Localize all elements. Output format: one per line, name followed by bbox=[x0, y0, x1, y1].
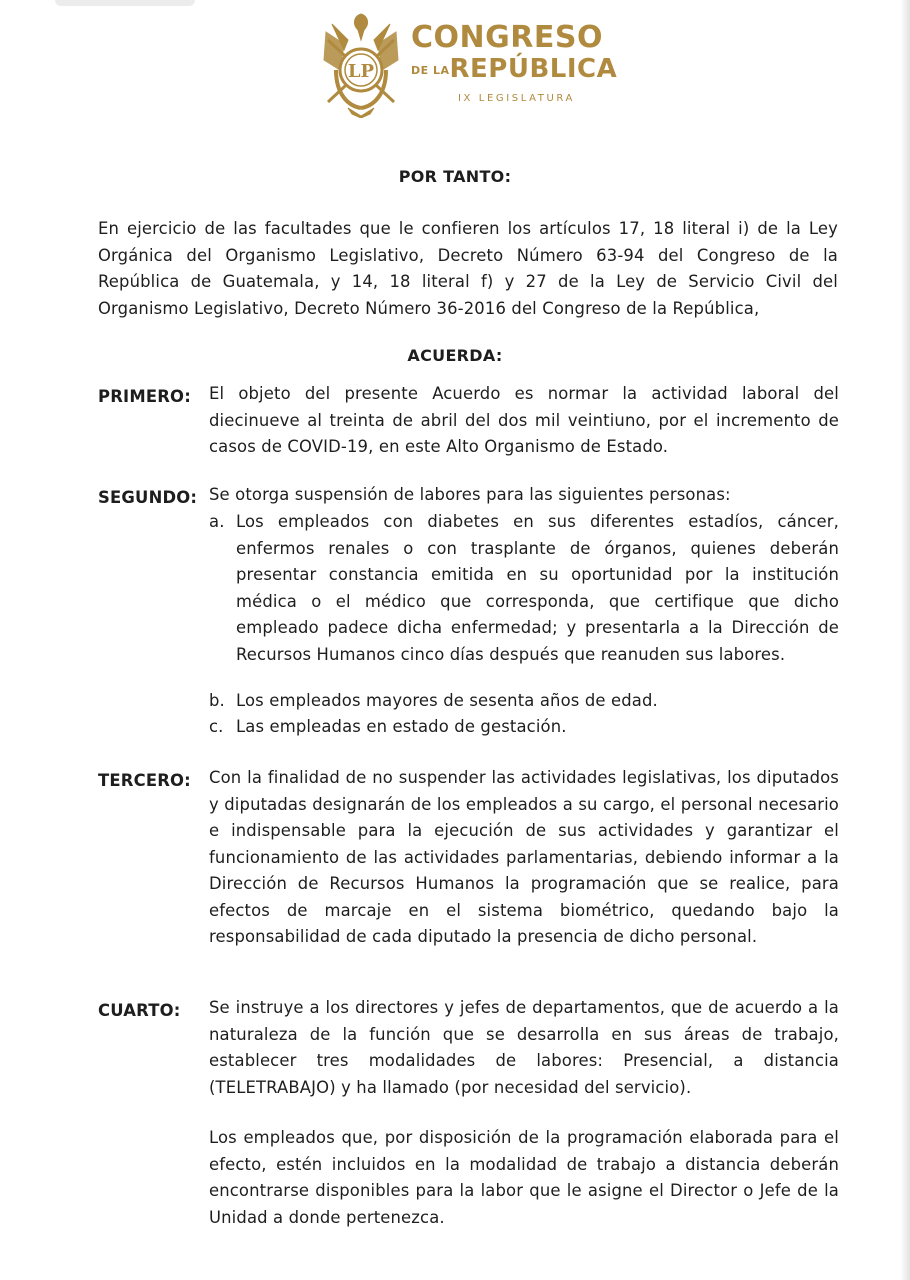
legislatura-label: IX LEGISLATURA bbox=[458, 93, 575, 104]
por-tanto-heading: POR TANTO: bbox=[398, 167, 512, 186]
segundo-text: Se otorga suspensión de labores para las siguientes personas: bbox=[209, 485, 731, 504]
tercero-text: Con la finalidad de no suspender las actividades legislativas, los diputados y diputadas designarán de los empleados a su cargo, el personal necesario e indispensable para la ejecución de sus actividades y garantizar el funcionamiento de las actividades parlamentarias, debiendo informar a la Dirección de Recursos Humanos la programación que se realice, para efectos de marcaje en el sistema biométrico, quedando bajo la responsabilidad de cada diputado la presencia de dicho personal. bbox=[209, 768, 839, 946]
cuarto-text: Se instruye a los directores y jefes de departamentos, que de acuerdo a la naturaleza de la función que se desarrolla en sus áreas de trabajo, establecer tres modalidades de labores: Presencial, a distancia (TELETRABAJO) y ha llamado (por necesidad del servicio). bbox=[209, 998, 839, 1097]
brand-congreso: CONGRESO bbox=[411, 20, 603, 55]
brand-de-la: DE LA bbox=[411, 64, 450, 77]
intro-paragraph: En ejercicio de las facultades que le confieren los artículos 17, 18 literal i) de la Ley Orgánica del Organismo Legislativo, Decreto Número 63-94 del Congreso de la República de Guatemala, y 14, 18 literal f) y 27 de la Ley de Servicio Civil del Organismo Legislativo, Decreto Número 36-2016 del Congreso de la República, bbox=[98, 219, 838, 318]
brand-wordmark bbox=[411, 22, 617, 87]
tercero-label: TERCERO: bbox=[98, 771, 191, 790]
list-item-text: Los empleados mayores de sesenta años de edad. bbox=[236, 691, 658, 710]
letterhead bbox=[318, 10, 638, 120]
segundo-label: SEGUNDO: bbox=[98, 488, 198, 507]
scan-shadow bbox=[55, 0, 195, 6]
list-marker: a. bbox=[209, 512, 225, 531]
list-item bbox=[209, 714, 839, 741]
acuerda-heading: ACUERDA: bbox=[407, 346, 503, 365]
cuarto-text-2: Los empleados que, por disposición de la programación elaborada para el efecto, estén incluidos en la modalidad de trabajo a distancia deberán encontrarse disponibles para la labor que le asigne el Director o Jefe de la Unidad a donde pertenezca. bbox=[209, 1128, 839, 1227]
list-marker: c. bbox=[209, 717, 224, 736]
primero-label: PRIMERO: bbox=[98, 387, 191, 406]
coat-of-arms-emblem bbox=[318, 10, 404, 118]
cuarto-label: CUARTO: bbox=[98, 1001, 181, 1020]
page-edge bbox=[900, 0, 910, 1280]
brand-republica: REPÚBLICA bbox=[449, 54, 618, 84]
list-item bbox=[209, 509, 839, 668]
list-item-text: Los empleados con diabetes en sus diferentes estadíos, cáncer, enfermos renales o con trasplante de órganos, quienes deberán presentar constancia emitida en su oportunidad por la institución médica o el médico que corresponda, que certifique que dicho empleado padece dicha enfermedad; y presentarla a la Dirección de Recursos Humanos cinco días después que reanuden sus labores. bbox=[236, 512, 839, 664]
svg-text:LP: LP bbox=[347, 61, 375, 82]
list-marker: b. bbox=[209, 691, 225, 710]
list-item-text: Las empleadas en estado de gestación. bbox=[236, 717, 567, 736]
primero-text: El objeto del presente Acuerdo es normar la actividad laboral del diecinueve al treinta de abril del dos mil veintiuno, por el incremento de casos de COVID-19, en este Alto Organismo de Estado. bbox=[209, 384, 839, 456]
list-item bbox=[209, 688, 839, 715]
